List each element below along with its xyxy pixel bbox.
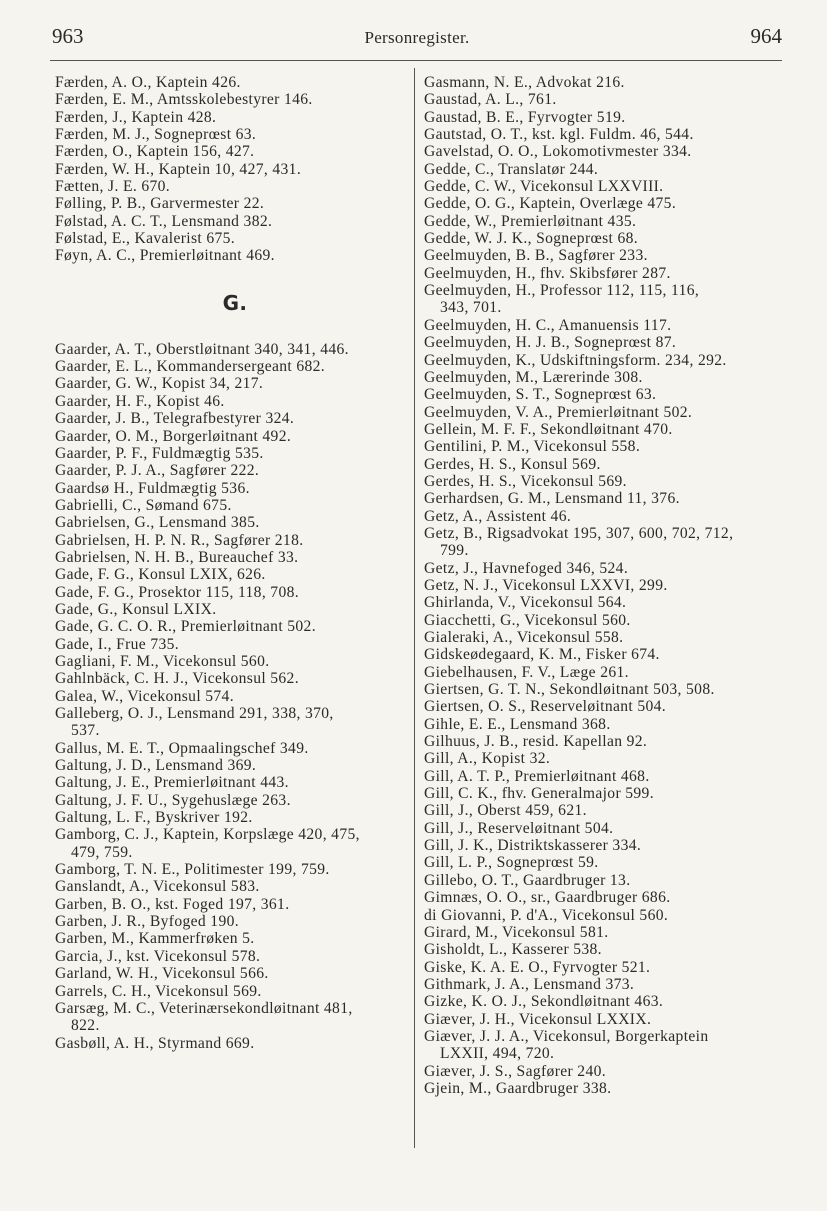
register-entry: Giæver, J. J. A., Vicekonsul, Borgerkaptein bbox=[424, 1027, 709, 1045]
register-entry: Geelmuyden, B. B., Sagfører 233. bbox=[424, 247, 648, 265]
register-entry: Gasbøll, A. H., Styrmand 669. bbox=[55, 1034, 255, 1052]
register-entry: Gamborg, C. J., Kaptein, Korpslæge 420, 475, bbox=[55, 826, 360, 844]
register-entry: Giske, K. A. E. O., Fyrvogter 521. bbox=[424, 958, 651, 976]
register-entry: Færden, E. M., Amtsskolebestyrer 146. bbox=[55, 91, 313, 109]
left-column bbox=[55, 74, 407, 1052]
header-rule bbox=[50, 60, 782, 61]
right-column bbox=[424, 74, 789, 1097]
register-entry: Garcia, J., kst. Vicekonsul 578. bbox=[55, 947, 261, 965]
page-number-right: 964 bbox=[750, 24, 782, 48]
register-entry: Gaarder, P. F., Fuldmægtig 535. bbox=[55, 444, 264, 462]
section-letter: G. bbox=[222, 290, 248, 315]
register-entry: Gagliani, F. M., Vicekonsul 560. bbox=[55, 652, 270, 670]
register-entry: Gaarder, O. M., Borgerløitnant 492. bbox=[55, 427, 292, 445]
register-entry: Gade, F. G., Konsul LXIX, 626. bbox=[55, 566, 266, 584]
register-entry: Gerdes, H. S., Konsul 569. bbox=[424, 455, 601, 473]
register-entry: Gade, G. C. O. R., Premierløitnant 502. bbox=[55, 618, 316, 636]
register-entry: Følstad, A. C. T., Lensmand 382. bbox=[55, 212, 273, 230]
register-entry: Geelmuyden, H. J. B., Sogneprœst 87. bbox=[424, 334, 677, 352]
register-entry: Gjein, M., Gaardbruger 338. bbox=[424, 1079, 612, 1097]
register-entry: Gill, A., Kopist 32. bbox=[424, 750, 551, 768]
register-entry: Geelmuyden, H., Professor 112, 115, 116, bbox=[424, 282, 700, 300]
register-entry: Geelmuyden, V. A., Premierløitnant 502. bbox=[424, 403, 693, 421]
register-entry: Gerdes, H. S., Vicekonsul 569. bbox=[424, 472, 627, 490]
register-entry: Gasmann, N. E., Advokat 216. bbox=[424, 74, 625, 91]
register-entry: Gedde, C., Translatør 244. bbox=[424, 160, 599, 178]
register-entry: Gabrielsen, N. H. B., Bureauchef 33. bbox=[55, 548, 299, 566]
left-column-g-entries bbox=[55, 341, 407, 1052]
register-entry: LXXII, 494, 720. bbox=[440, 1045, 555, 1063]
register-entry: Gedde, C. W., Vicekonsul LXXVIII. bbox=[424, 178, 664, 196]
register-entry: Færden, W. H., Kaptein 10, 427, 431. bbox=[55, 160, 302, 178]
register-entry: Fætten, J. E. 670. bbox=[55, 178, 171, 196]
register-entry: Færden, J., Kaptein 428. bbox=[55, 108, 217, 126]
register-entry: Gidskeødegaard, K. M., Fisker 674. bbox=[424, 646, 660, 664]
register-entry: Gaarder, J. B., Telegrafbestyrer 324. bbox=[55, 410, 295, 428]
column-divider bbox=[414, 68, 415, 1148]
register-entry: Giebelhausen, F. V., Læge 261. bbox=[424, 663, 629, 681]
page-number-left: 963 bbox=[52, 24, 84, 48]
register-entry: Gellein, M. F. F., Sekondløitnant 470. bbox=[424, 420, 673, 438]
register-entry: Galtung, J. F. U., Sygehuslæge 263. bbox=[55, 791, 291, 809]
register-entry: Geelmuyden, H., fhv. Skibsfører 287. bbox=[424, 264, 671, 282]
register-entry: Gillebo, O. T., Gaardbruger 13. bbox=[424, 871, 631, 889]
register-entry: 799. bbox=[440, 542, 469, 560]
register-entry: Gedde, W. J. K., Sogneprœst 68. bbox=[424, 230, 638, 248]
register-entry: Galtung, L. F., Byskriver 192. bbox=[55, 809, 253, 827]
register-entry: 343, 701. bbox=[440, 299, 502, 317]
register-entry: Gill, J., Reserveløitnant 504. bbox=[424, 819, 614, 837]
register-entry: Gill, J. K., Distriktskasserer 334. bbox=[424, 837, 642, 855]
register-entry: 537. bbox=[71, 722, 100, 740]
register-entry: Giæver, J. S., Sagfører 240. bbox=[424, 1062, 606, 1080]
register-entry: Færden, A. O., Kaptein 426. bbox=[55, 74, 241, 91]
register-entry: Gentilini, P. M., Vicekonsul 558. bbox=[424, 438, 641, 456]
register-entry: Galea, W., Vicekonsul 574. bbox=[55, 687, 234, 705]
register-entry: Geelmuyden, M., Lærerinde 308. bbox=[424, 368, 643, 386]
register-entry: Gill, L. P., Sogneprœst 59. bbox=[424, 854, 599, 872]
register-entry: Garben, J. R., Byfoged 190. bbox=[55, 913, 239, 931]
register-entry: Garben, B. O., kst. Foged 197, 361. bbox=[55, 895, 290, 913]
register-entry: Getz, B., Rigsadvokat 195, 307, 600, 702, 712, bbox=[424, 524, 734, 542]
register-entry: Geelmuyden, H. C., Amanuensis 117. bbox=[424, 316, 672, 334]
register-entry: Gade, F. G., Prosektor 115, 118, 708. bbox=[55, 583, 299, 601]
register-entry: Gill, A. T. P., Premierløitnant 468. bbox=[424, 767, 650, 785]
register-entry: Gialeraki, A., Vicekonsul 558. bbox=[424, 629, 624, 646]
register-entry: Getz, A., Assistent 46. bbox=[424, 507, 572, 525]
register-entry: Færden, M. J., Sogneprœst 63. bbox=[55, 126, 257, 144]
register-entry: Giæver, J. H., Vicekonsul LXXIX. bbox=[424, 1010, 652, 1028]
register-entry: Gaarder, G. W., Kopist 34, 217. bbox=[55, 375, 264, 393]
register-entry: Gihle, E. E., Lensmand 368. bbox=[424, 715, 611, 733]
register-entry: Gavelstad, O. O., Lokomotivmester 334. bbox=[424, 143, 692, 161]
page-title: Personregister. bbox=[364, 28, 470, 47]
register-entry: Garsæg, M. C., Veterinærsekondløitnant 481, bbox=[55, 999, 353, 1017]
register-entry: Gallus, M. E. T., Opmaalingschef 349. bbox=[55, 739, 309, 757]
register-entry: Gedde, O. G., Kaptein, Overlæge 475. bbox=[424, 195, 677, 213]
register-entry: Føyn, A. C., Premierløitnant 469. bbox=[55, 247, 275, 265]
register-entry: Gilhuus, J. B., resid. Kapellan 92. bbox=[424, 733, 648, 751]
register-entry: Gimnæs, O. O., sr., Gaardbruger 686. bbox=[424, 889, 671, 907]
register-entry: Gamborg, T. N. E., Politimester 199, 759. bbox=[55, 861, 330, 879]
left-column-f-entries bbox=[55, 74, 407, 265]
register-entry: Gaustad, A. L., 761. bbox=[424, 91, 557, 109]
register-entry: Giertsen, G. T. N., Sekondløitnant 503, 508. bbox=[424, 681, 715, 699]
register-entry: Giacchetti, G., Vicekonsul 560. bbox=[424, 611, 631, 629]
register-entry: Gisholdt, L., Kasserer 538. bbox=[424, 941, 602, 959]
register-entry: Følstad, E., Kavalerist 675. bbox=[55, 230, 236, 248]
register-entry: Getz, J., Havnefoged 346, 524. bbox=[424, 559, 629, 577]
register-entry: Gade, I., Frue 735. bbox=[55, 635, 180, 653]
page-header bbox=[52, 24, 782, 54]
register-entry: Galleberg, O. J., Lensmand 291, 338, 370, bbox=[55, 705, 334, 722]
register-entry: Gahlnbäck, C. H. J., Vicekonsul 562. bbox=[55, 670, 299, 688]
register-entry: Giertsen, O. S., Reserveløitnant 504. bbox=[424, 698, 667, 716]
register-entry: Garland, W. H., Vicekonsul 566. bbox=[55, 965, 269, 983]
register-entry: Gedde, W., Premierløitnant 435. bbox=[424, 212, 637, 230]
register-entry: Geelmuyden, S. T., Sogneprœst 63. bbox=[424, 386, 657, 404]
register-entry: Girard, M., Vicekonsul 581. bbox=[424, 923, 609, 941]
register-entry: 479, 759. bbox=[71, 843, 133, 861]
register-entry: Gaustad, B. E., Fyrvogter 519. bbox=[424, 108, 626, 126]
register-entry: Githmark, J. A., Lensmand 373. bbox=[424, 975, 635, 993]
register-entry: Gill, C. K., fhv. Generalmajor 599. bbox=[424, 785, 654, 803]
register-entry: Færden, O., Kaptein 156, 427. bbox=[55, 143, 255, 161]
register-entry: Gill, J., Oberst 459, 621. bbox=[424, 802, 587, 820]
register-entry: Gade, G., Konsul LXIX. bbox=[55, 600, 217, 618]
register-entry: Gabrielsen, H. P. N. R., Sagfører 218. bbox=[55, 531, 304, 549]
register-entry: Ganslandt, A., Vicekonsul 583. bbox=[55, 878, 260, 896]
register-entry: Garrels, C. H., Vicekonsul 569. bbox=[55, 982, 262, 1000]
register-entry: Garben, M., Kammerfrøken 5. bbox=[55, 930, 255, 948]
register-entry: Getz, N. J., Vicekonsul LXXVI, 299. bbox=[424, 576, 668, 594]
register-entry: Gerhardsen, G. M., Lensmand 11, 376. bbox=[424, 490, 680, 508]
right-column-entries bbox=[424, 74, 789, 1097]
register-entry: Gaarder, H. F., Kopist 46. bbox=[55, 392, 225, 410]
register-entry: Geelmuyden, K., Udskiftningsform. 234, 292. bbox=[424, 351, 727, 369]
register-entry: Gizke, K. O. J., Sekondløitnant 463. bbox=[424, 993, 664, 1011]
register-entry: Gaardsø H., Fuldmægtig 536. bbox=[55, 479, 250, 497]
register-entry: Følling, P. B., Garvermester 22. bbox=[55, 195, 265, 213]
register-entry: Gaarder, E. L., Kommandersergeant 682. bbox=[55, 358, 326, 376]
register-entry: Galtung, J. E., Premierløitnant 443. bbox=[55, 774, 289, 792]
register-entry: Galtung, J. D., Lensmand 369. bbox=[55, 757, 257, 775]
register-entry: 822. bbox=[71, 1017, 100, 1035]
register-entry: Gautstad, O. T., kst. kgl. Fuldm. 46, 544. bbox=[424, 126, 694, 144]
register-entry: Gabrielli, C., Sømand 675. bbox=[55, 496, 232, 514]
register-entry: Gabrielsen, G., Lensmand 385. bbox=[55, 514, 260, 532]
register-entry: Gaarder, P. J. A., Sagfører 222. bbox=[55, 462, 260, 480]
register-entry: Ghirlanda, V., Vicekonsul 564. bbox=[424, 594, 627, 612]
register-entry: di Giovanni, P. d'A., Vicekonsul 560. bbox=[424, 906, 669, 924]
register-entry: Gaarder, A. T., Oberstløitnant 340, 341, 446. bbox=[55, 340, 349, 358]
